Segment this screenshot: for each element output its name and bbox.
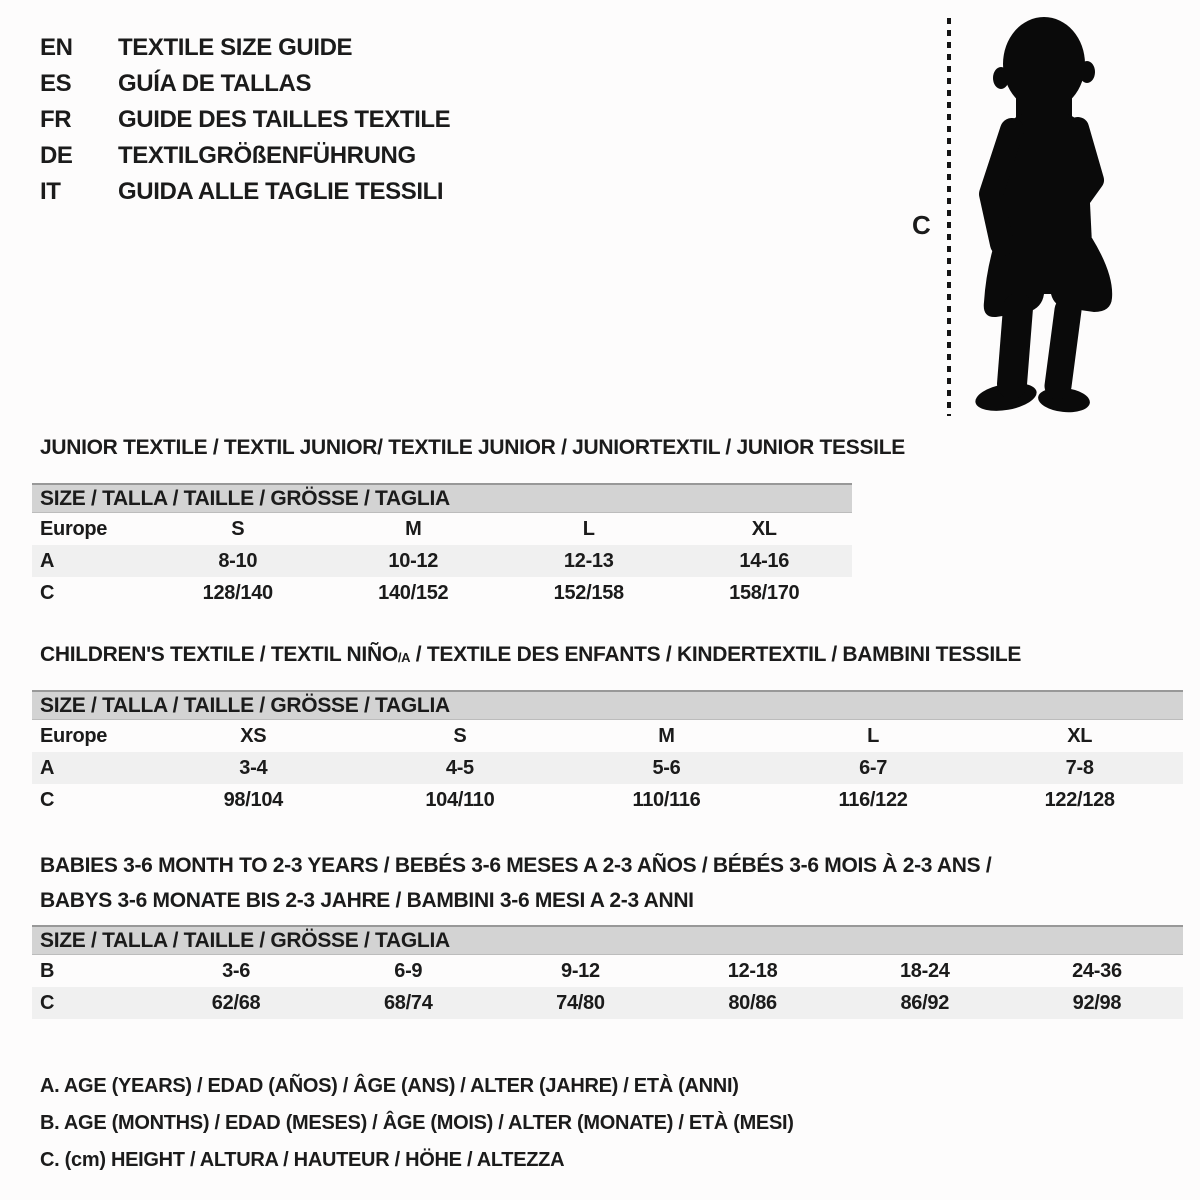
table-cell: 104/110 bbox=[425, 788, 495, 811]
toddler-silhouette-icon bbox=[964, 12, 1132, 414]
junior-section-title: JUNIOR TEXTILE / TEXTIL JUNIOR/ TEXTILE JUNIOR / JUNIORTEXTIL / JUNIOR TESSILE bbox=[40, 436, 905, 459]
babies-title-line-2: BABYS 3-6 MONATE BIS 2-3 JAHRE / BAMBINI 3-6 MESI A 2-3 ANNI bbox=[40, 889, 694, 912]
lang-row-de bbox=[40, 138, 450, 174]
table-cell: 6-9 bbox=[394, 959, 423, 982]
size-header-label: SIZE / TALLA / TAILLE / GRÖSSE / TAGLIA bbox=[40, 693, 450, 717]
table-row-age bbox=[32, 752, 1183, 784]
table-cell: 3-4 bbox=[239, 756, 268, 779]
guide-title-de: TEXTILGRÖßENFÜHRUNG bbox=[118, 142, 416, 169]
row-label: A bbox=[40, 756, 55, 779]
table-row-height bbox=[32, 987, 1183, 1019]
lang-code: IT bbox=[40, 178, 61, 205]
size-header-bar bbox=[32, 690, 1183, 720]
table-cell: 3-6 bbox=[222, 959, 251, 982]
size-col-header: L bbox=[867, 724, 880, 747]
table-cell: 10-12 bbox=[388, 549, 439, 572]
table-cell: 62/68 bbox=[211, 991, 261, 1014]
row-label: C bbox=[40, 991, 55, 1014]
lang-code: FR bbox=[40, 106, 72, 133]
junior-size-table bbox=[32, 483, 852, 609]
lang-row-en bbox=[40, 30, 450, 66]
table-cell: 158/170 bbox=[729, 581, 800, 604]
guide-title-fr: GUIDE DES TAILLES TEXTILE bbox=[118, 106, 451, 133]
children-title-post: / TEXTILE DES ENFANTS / KINDERTEXTIL / BAMBINI TESSILE bbox=[410, 643, 1022, 666]
size-col-header: S bbox=[453, 724, 467, 747]
size-col-header: S bbox=[231, 517, 245, 540]
table-cell: 110/116 bbox=[632, 788, 701, 811]
table-cell: 122/128 bbox=[1044, 788, 1115, 811]
guide-title-en: TEXTILE SIZE GUIDE bbox=[118, 34, 353, 61]
table-row-height bbox=[32, 577, 852, 609]
table-cell: 128/140 bbox=[202, 581, 273, 604]
table-cell: 74/80 bbox=[556, 991, 605, 1014]
table-cell: 7-8 bbox=[1065, 756, 1094, 779]
row-label: Europe bbox=[40, 517, 108, 540]
table-cell: 12-18 bbox=[727, 959, 778, 982]
babies-title-line-1: BABIES 3-6 MONTH TO 2-3 YEARS / BEBÉS 3-6 MESES A 2-3 AÑOS / BÉBÉS 3-6 MOIS À 2-3 ANS / bbox=[40, 854, 992, 877]
lang-code: DE bbox=[40, 142, 73, 169]
table-cell: 116/122 bbox=[838, 788, 908, 811]
babies-size-table bbox=[32, 925, 1183, 1019]
lang-code: EN bbox=[40, 34, 73, 61]
table-cell: 80/86 bbox=[728, 991, 777, 1014]
table-cell: 14-16 bbox=[739, 549, 790, 572]
table-cell: 18-24 bbox=[899, 959, 950, 982]
table-cell: 140/152 bbox=[378, 581, 449, 604]
row-label: Europe bbox=[40, 724, 108, 747]
table-cell: 4-5 bbox=[445, 756, 474, 779]
size-header-label: SIZE / TALLA / TAILLE / GRÖSSE / TAGLIA bbox=[40, 486, 450, 510]
height-measure-dashed-line bbox=[947, 18, 951, 416]
children-title-sub: /A bbox=[397, 650, 411, 665]
babies-section-title bbox=[40, 848, 991, 918]
table-cell: 24-36 bbox=[1072, 959, 1122, 982]
table-cell: 5-6 bbox=[652, 756, 681, 779]
legend-line-c: C. (cm) HEIGHT / ALTURA / HAUTEUR / HÖHE / ALTEZZA bbox=[40, 1149, 565, 1171]
table-cell: 152/158 bbox=[553, 581, 624, 604]
size-col-header: XS bbox=[240, 724, 267, 747]
size-col-header: M bbox=[405, 517, 422, 540]
lang-row-it bbox=[40, 174, 450, 210]
table-row-age bbox=[32, 545, 852, 577]
row-label: C bbox=[40, 581, 55, 604]
size-col-header: XL bbox=[1067, 724, 1093, 747]
language-title-block bbox=[40, 30, 450, 210]
measure-legend bbox=[40, 1068, 794, 1179]
row-label: A bbox=[40, 549, 55, 572]
size-header-bar bbox=[32, 483, 852, 513]
legend-line-b: B. AGE (MONTHS) / EDAD (MESES) / ÂGE (MOIS) / ALTER (MONATE) / ETÀ (MESI) bbox=[40, 1112, 794, 1134]
children-title-pre: CHILDREN'S TEXTILE / TEXTIL NIÑO bbox=[40, 643, 398, 666]
size-col-header: M bbox=[658, 724, 675, 747]
height-measure-label: C bbox=[912, 210, 931, 240]
table-cell: 86/92 bbox=[900, 991, 950, 1014]
guide-title-es: GUÍA DE TALLAS bbox=[118, 70, 312, 97]
table-row-months bbox=[32, 955, 1183, 987]
table-cell: 12-13 bbox=[563, 549, 614, 572]
table-cell: 68/74 bbox=[383, 991, 433, 1014]
table-cell: 92/98 bbox=[1072, 991, 1122, 1014]
table-cell: 9-12 bbox=[561, 959, 600, 982]
children-section-title bbox=[40, 643, 1021, 667]
row-label: B bbox=[40, 959, 55, 982]
table-row-height bbox=[32, 784, 1183, 816]
size-header-bar bbox=[32, 925, 1183, 955]
table-cell: 6-7 bbox=[859, 756, 888, 779]
size-col-header: L bbox=[582, 517, 595, 540]
legend-line-a: A. AGE (YEARS) / EDAD (AÑOS) / ÂGE (ANS) / ALTER (JAHRE) / ETÀ (ANNI) bbox=[40, 1075, 739, 1097]
guide-title-it: GUIDA ALLE TAGLIE TESSILI bbox=[118, 178, 444, 205]
size-header-label: SIZE / TALLA / TAILLE / GRÖSSE / TAGLIA bbox=[40, 928, 450, 952]
lang-row-fr bbox=[40, 102, 450, 138]
row-label: C bbox=[40, 788, 55, 811]
table-row-europe bbox=[32, 720, 1183, 752]
size-col-header: XL bbox=[751, 517, 777, 540]
table-cell: 98/104 bbox=[223, 788, 283, 811]
table-row-europe bbox=[32, 513, 852, 545]
table-cell: 8-10 bbox=[218, 549, 258, 572]
children-size-table bbox=[32, 690, 1183, 816]
lang-row-es bbox=[40, 66, 450, 102]
lang-code: ES bbox=[40, 70, 72, 97]
